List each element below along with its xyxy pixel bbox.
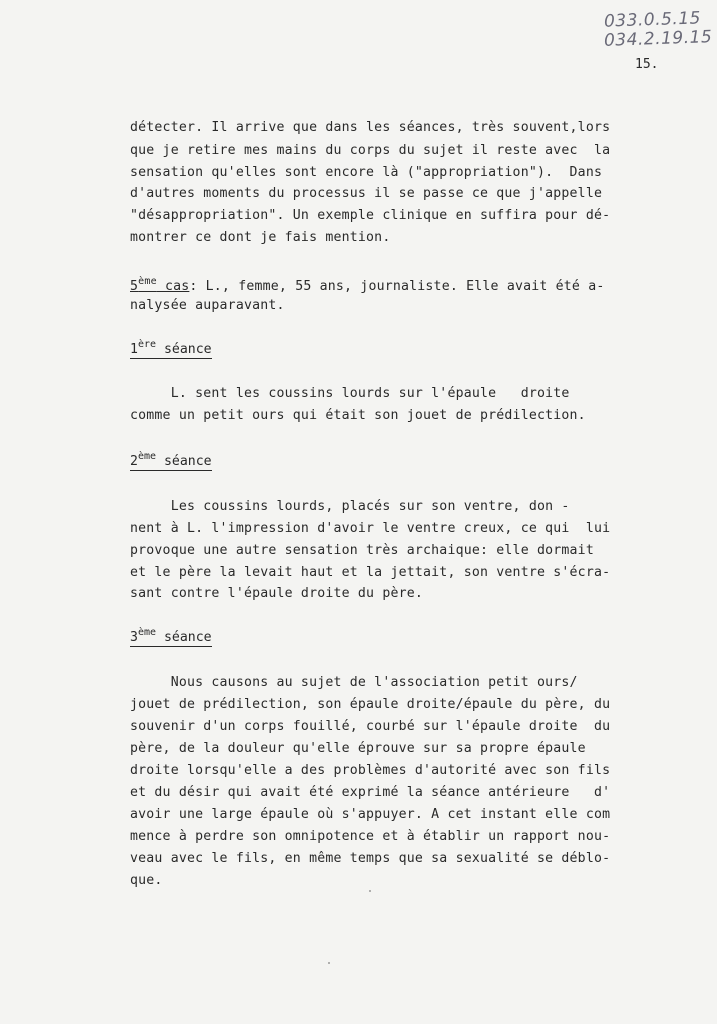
session-3-line: père, de la douleur qu'elle éprouve sur sa propre épaule xyxy=(130,741,586,756)
paragraph-line: détecter. Il arrive que dans les séances, très souvent,lors xyxy=(130,120,611,135)
case-label: 5ème cas xyxy=(130,276,190,294)
case-description: : L., femme, 55 ans, journaliste. Elle avait été a- xyxy=(189,279,605,294)
paper-speck xyxy=(369,890,371,892)
page-number: 15. xyxy=(635,57,659,72)
paragraph-line: "désappropriation". Un exemple clinique en suffira pour dé- xyxy=(130,208,611,223)
session-2-line: et le père la levait haut et la jettait, son ventre s'écra- xyxy=(130,565,611,580)
session-3-line: que. xyxy=(130,873,163,888)
session-2-heading: 2ème séance xyxy=(130,452,212,471)
paragraph-line: que je retire mes mains du corps du sujet il reste avec la xyxy=(130,143,611,158)
session-3-line: jouet de prédilection, son épaule droite/épaule du père, du xyxy=(130,697,611,712)
session-1-heading: 1ère séance xyxy=(130,340,212,359)
session-2-line: provoque une autre sensation très archaique: elle dormait xyxy=(130,543,594,558)
session-3-line: veau avec le fils, en même temps que sa sexualité se déblo- xyxy=(130,851,611,866)
case-intro-line-2: nalysée auparavant. xyxy=(130,298,285,313)
session-3-line: avoir une large épaule où s'appuyer. A cet instant elle com xyxy=(130,807,611,822)
paper-speck xyxy=(328,962,330,964)
session-3-line: Nous causons au sujet de l'association petit ours/ xyxy=(130,675,578,690)
session-3-line: mence à perdre son omnipotence et à établir un rapport nou- xyxy=(130,829,611,844)
session-3-line: souvenir d'un corps fouillé, courbé sur l'épaule droite du xyxy=(130,719,611,734)
case-intro-line xyxy=(130,277,605,293)
session-1-line: L. sent les coussins lourds sur l'épaule droite xyxy=(130,386,570,401)
session-3-heading: 3ème séance xyxy=(130,628,212,647)
session-2-line: Les coussins lourds, placés sur son ventre, don - xyxy=(130,499,570,514)
paragraph-line: sensation qu'elles sont encore là ("appropriation"). Dans xyxy=(130,165,603,180)
archive-code-1: 033.0.5.15 xyxy=(603,8,702,32)
session-2-line: nent à L. l'impression d'avoir le ventre creux, ce qui lui xyxy=(130,521,611,536)
paragraph-line: d'autres moments du processus il se passe ce que j'appelle xyxy=(130,186,603,201)
paragraph-line: montrer ce dont je fais mention. xyxy=(130,230,391,245)
session-3-line: et du désir qui avait été exprimé la séance antérieure d' xyxy=(130,785,611,800)
session-3-line: droite lorsqu'elle a des problèmes d'autorité avec son fils xyxy=(130,763,611,778)
archive-code-2: 034.2.19.15 xyxy=(603,27,713,51)
session-2-line: sant contre l'épaule droite du père. xyxy=(130,586,424,601)
session-1-line: comme un petit ours qui était son jouet de prédilection. xyxy=(130,408,586,423)
